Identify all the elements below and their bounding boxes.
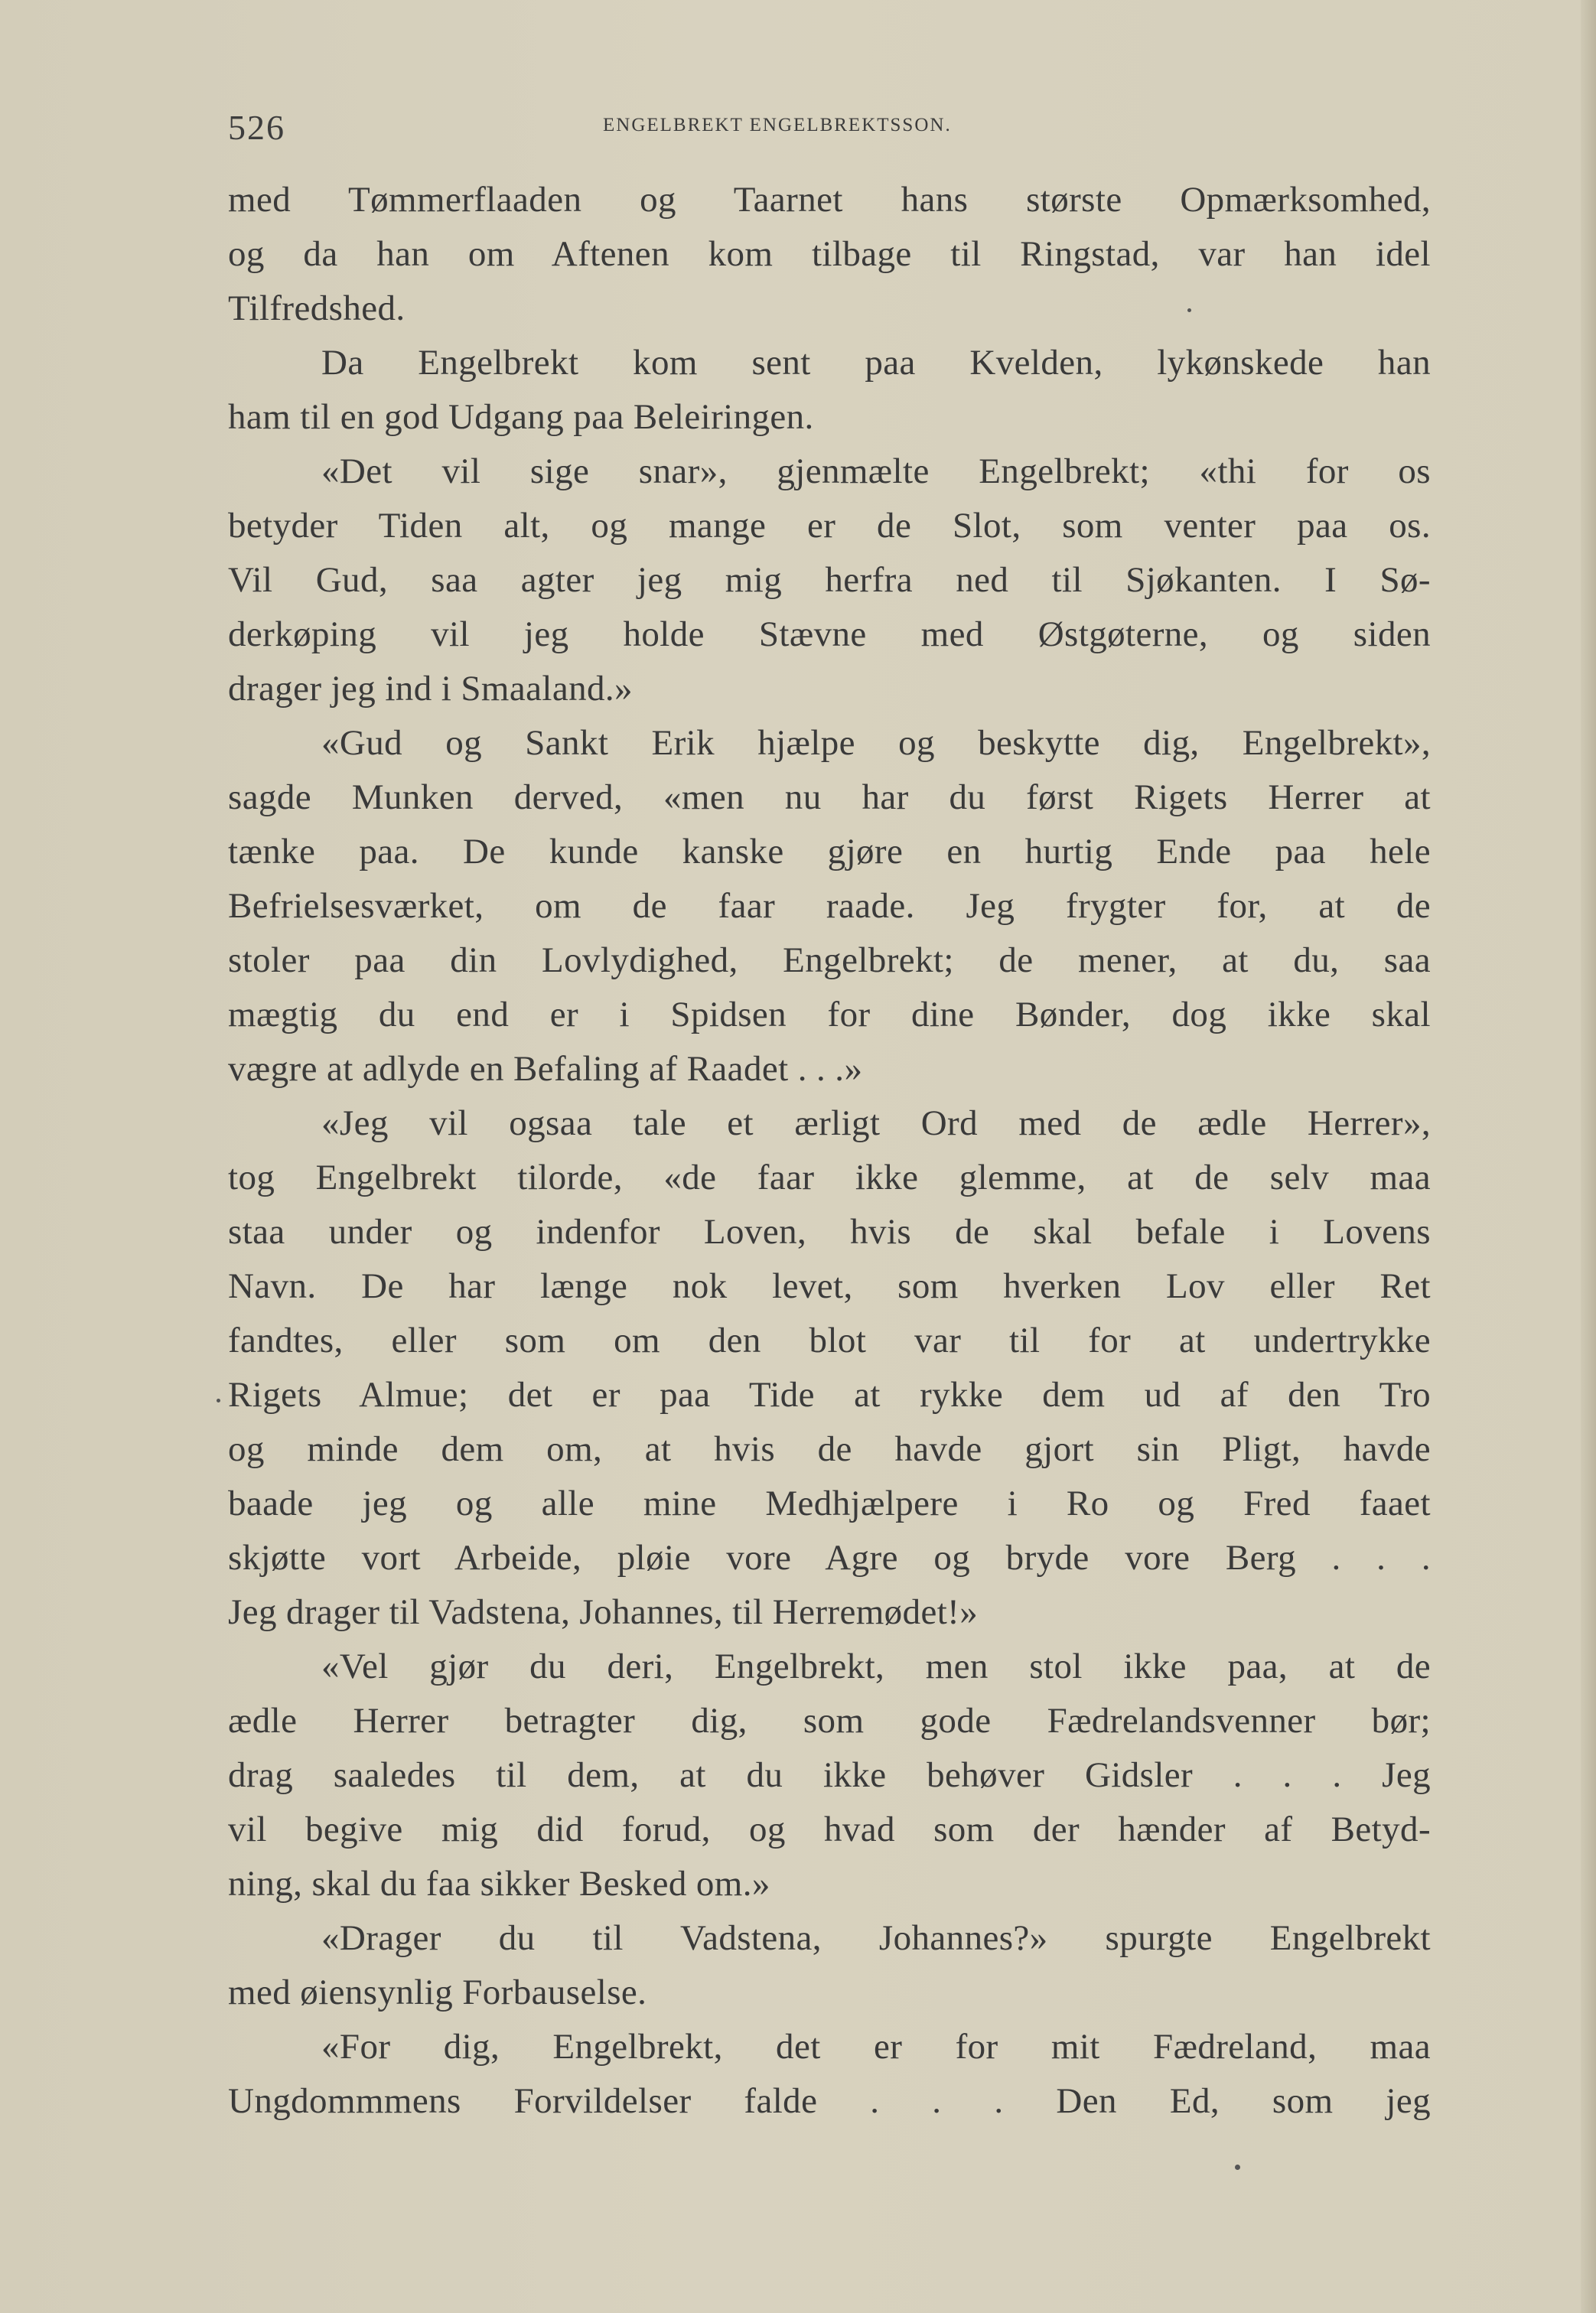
text-line: sagde Munken derved, «men nu har du først Rigets Herrer at [228, 777, 1431, 817]
text-line: skjøtte vort Arbeide, pløie vore Agre og bryde vore Berg . . . [228, 1538, 1431, 1578]
text-line: og da han om Aftenen kom tilbage til Ringstad, var han idel [228, 234, 1431, 274]
text-line: «Jeg vil ogsaa tale et ærligt Ord med de ædle Herrer», [321, 1103, 1431, 1143]
body-text [228, 173, 1431, 2129]
text-line: tog Engelbrekt tilorde, «de faar ikke glemme, at de selv maa [228, 1158, 1431, 1197]
text-line: og minde dem om, at hvis de havde gjort sin Pligt, havde [228, 1429, 1431, 1469]
text-line: Ungdommmens Forvildelser falde . . . Den Ed, som jeg [228, 2081, 1431, 2121]
text-line: Jeg drager til Vadstena, Johannes, til Herremødet!» [228, 1592, 979, 1632]
text-line: vil begive mig did forud, og hvad som der hænder af Betyd- [228, 1810, 1431, 1849]
text-line: betyder Tiden alt, og mange er de Slot, som venter paa os. [228, 506, 1431, 546]
text-line: «Drager du til Vadstena, Johannes?» spurgte Engelbrekt [321, 1918, 1431, 1958]
text-line: mægtig du end er i Spidsen for dine Bønder, dog ikke skal [228, 995, 1431, 1034]
text-line: derkøping vil jeg holde Stævne med Østgøterne, og siden [228, 614, 1431, 654]
running-title: ENGELBREKT ENGELBREKTSSON. [603, 115, 952, 135]
text-line: tænke paa. De kunde kanske gjøre en hurtig Ende paa hele [228, 832, 1431, 871]
text-line: «Det vil sige snar», gjenmælte Engelbrekt; «thi for os [321, 451, 1431, 491]
text-line: Da Engelbrekt kom sent paa Kvelden, lykønskede han [321, 343, 1431, 383]
text-line: Navn. De har længe nok levet, som hverken Lov eller Ret [228, 1266, 1431, 1306]
print-speck [1235, 2165, 1240, 2170]
text-line: fandtes, eller som om den blot var til for at undertrykke [228, 1321, 1431, 1360]
page-number: 526 [228, 108, 285, 147]
text-line: Rigets Almue; det er paa Tide at rykke dem ud af den Tro [228, 1375, 1431, 1415]
text-line: baade jeg og alle mine Medhjælpere i Ro og Fred faaet [228, 1484, 1431, 1523]
text-line: ning, skal du faa sikker Besked om.» [228, 1864, 770, 1904]
text-line: ham til en god Udgang paa Beleiringen. [228, 397, 814, 437]
text-line: Vil Gud, saa agter jeg mig herfra ned til Sjøkanten. I Sø- [228, 560, 1431, 600]
print-speck [217, 1399, 220, 1402]
text-line: med Tømmerflaaden og Taarnet hans største Opmærksomhed, [228, 180, 1431, 220]
text-line: Befrielsesværket, om de faar raade. Jeg frygter for, at de [228, 886, 1431, 926]
text-line: stoler paa din Lovlydighed, Engelbrekt; de mener, at du, saa [228, 940, 1431, 980]
text-line: «Gud og Sankt Erik hjælpe og beskytte dig, Engelbrekt», [321, 723, 1431, 763]
text-line: drag saaledes til dem, at du ikke behøver Gidsler . . . Jeg [228, 1755, 1431, 1795]
text-line: Tilfredshed. [228, 288, 406, 328]
text-line: vægre at adlyde en Befaling af Raadet . . .» [228, 1049, 863, 1089]
print-speck [1187, 308, 1191, 312]
text-line: staa under og indenfor Loven, hvis de skal befale i Lovens [228, 1212, 1431, 1252]
text-line: ædle Herrer betragter dig, som gode Fædrelandsvenner bør; [228, 1701, 1431, 1741]
text-line: drager jeg ind i Smaaland.» [228, 669, 633, 709]
page-edge-shadow [1581, 0, 1596, 2313]
text-line: med øiensynlig Forbauselse. [228, 1973, 647, 2012]
text-line: «Vel gjør du deri, Engelbrekt, men stol ikke paa, at de [321, 1647, 1431, 1686]
text-line: «For dig, Engelbrekt, det er for mit Fædreland, maa [321, 2027, 1431, 2067]
page-header [228, 99, 1431, 153]
